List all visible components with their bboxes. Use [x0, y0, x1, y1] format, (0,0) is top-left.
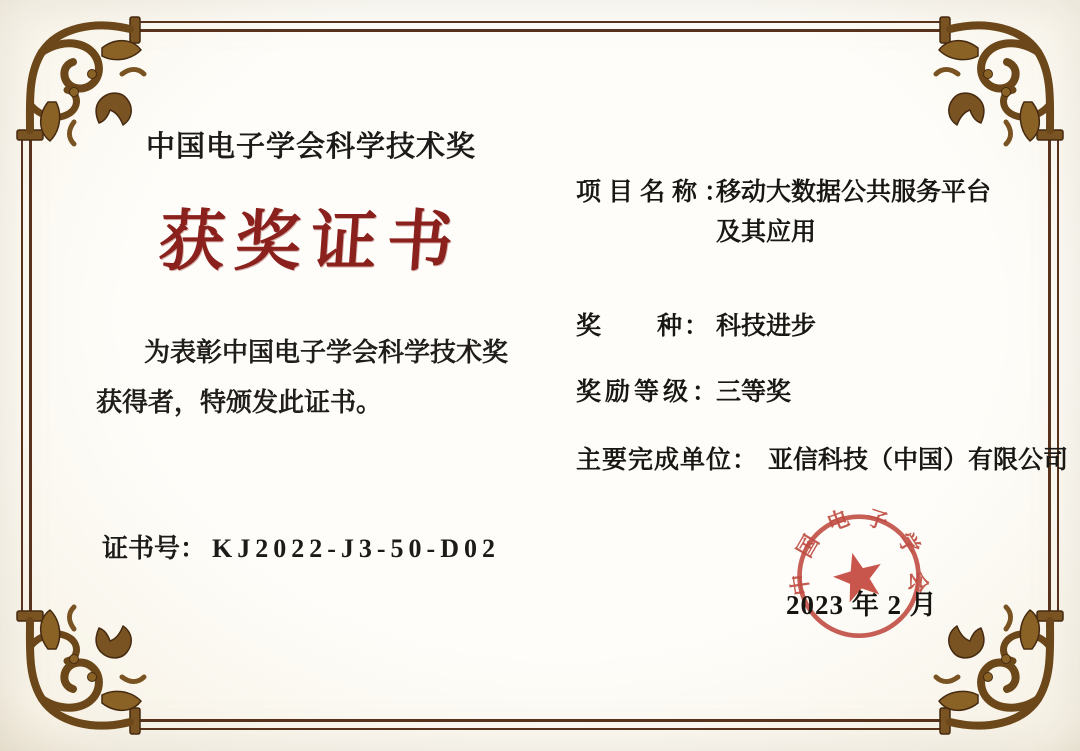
citation-text	[96, 328, 526, 428]
frame-line-left-outer	[21, 140, 23, 611]
certificate-number-value: KJ2022-J3-50-D02	[212, 534, 500, 563]
certificate-number-label: 证书号：	[102, 534, 207, 563]
award-type-label: 奖 种：	[576, 313, 712, 340]
issuer-title: 中国电子学会科学技术奖	[146, 131, 477, 163]
corner-ornament-bottom-right-icon	[926, 597, 1076, 747]
corner-ornament-top-left-icon	[4, 4, 154, 154]
main-unit-value: 亚信科技（中国）有限公司	[768, 447, 1069, 474]
main-unit-label: 主要完成单位：	[576, 447, 759, 474]
official-seal	[780, 500, 938, 658]
issue-date: 2023 年 2 月	[786, 590, 938, 620]
project-name-label: 项目名称：	[576, 179, 737, 206]
corner-ornament-top-right-icon	[926, 4, 1076, 154]
frame-line-top-inner	[140, 29, 940, 32]
frame-line-left-inner	[29, 140, 32, 611]
frame-line-bottom-inner	[140, 719, 940, 722]
frame-line-right-outer	[1057, 140, 1059, 611]
award-grade-value: 三等奖	[716, 379, 792, 406]
citation-line-1: 为表彰中国电子学会科学技术奖	[144, 338, 509, 367]
certificate-number	[102, 528, 500, 565]
frame-line-right-inner	[1048, 140, 1051, 611]
seal-arc-text: 中国电子学会	[787, 505, 931, 598]
award-grade-label: 奖励等级：	[576, 379, 722, 406]
certificate-title: 获奖证书	[156, 206, 466, 279]
award-type-value: 科技进步	[716, 313, 817, 340]
citation-line-2: 获得者，特颁发此证书。	[96, 388, 383, 417]
frame-line-top-outer	[140, 21, 940, 23]
corner-ornament-bottom-left-icon	[4, 597, 154, 747]
frame-line-bottom-outer	[140, 728, 940, 730]
project-name-value-line2: 及其应用	[716, 219, 817, 246]
project-name-value-line1: 移动大数据公共服务平台	[716, 179, 992, 206]
